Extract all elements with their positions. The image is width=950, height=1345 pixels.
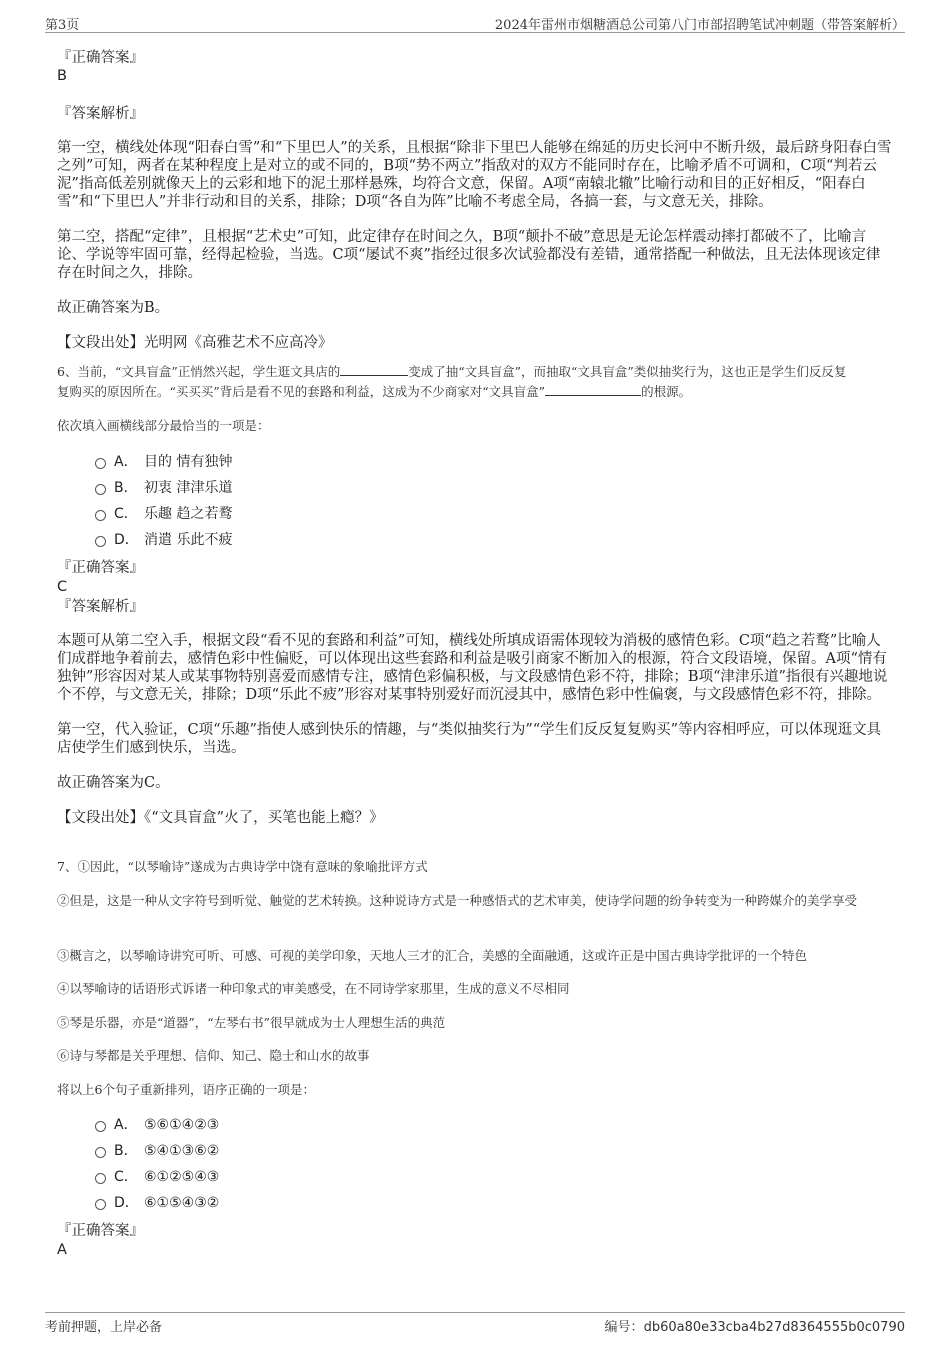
q7-option-d[interactable]: D． ⑥①⑤④③② — [95, 1194, 219, 1212]
q6-option-b[interactable]: B． 初衷 津津乐道 — [95, 479, 232, 497]
q7-sentence-6: ⑥诗与琴都是关乎理想、信仰、知己、隐士和山水的故事 — [57, 1048, 370, 1063]
q6-analysis-paragraph: 第一空，代入验证，C项“乐趣”指使人感到快乐的情趣，与“类似抽奖行为”“学生们反反复复购买”等内容相呼应，可以体现逛文具店使学生们感到快乐，当选。 — [57, 722, 882, 756]
page-number: 第3页 — [45, 18, 80, 33]
blank-line-1 — [340, 362, 408, 376]
q6-option-a[interactable]: A． 目的 情有独钟 — [95, 453, 232, 471]
q5-source: 【文段出处】光明网《高雅艺术不应高冷》 — [57, 335, 333, 351]
radio-icon[interactable] — [95, 1199, 106, 1210]
q7-sentence-5: ⑤琴是乐器，亦是“道器”，“左琴右书”很早就成为士人理想生活的典范 — [57, 1015, 446, 1030]
radio-icon[interactable] — [95, 484, 106, 495]
document-code — [605, 1316, 905, 1335]
q5-analysis-paragraph: 第一空，横线处体现“阳春白雪”和“下里巴人”的关系，且根据“除非下里巴人能够在绵延的历史长河中不断升级，最后跻身阳春白雪之列”可知，两者在某种程度上是对立的或不同的，B项“势不两立”指敌对的双方不能同时存在，比喻矛盾不可调和，C项“判若云泥”指高低差别就像天上的云彩和地下的泥土那样悬殊，均符合文意，保留。A项“南辕北辙”比喻行动和目的正好相反，“阳春白雪”和“下里巴人”并非行动和目的关系，排除；D项“各自为阵”比喻不考虑全局，各搞一套，与文意无关，排除。 — [57, 140, 892, 210]
q5-answer-label: 『正确答案』 — [57, 50, 144, 66]
q6-stem: 6、当前，“文具盲盒”正悄然兴起，学生逛文具店的 变成了抽“文具盲盒”，而抽取“文具盲盒”类似抽奖行为，这也正是学生们反反复 复购买的原因所在。“买买买”背后是看不见的套路和利益，这成为不少商家对“文具盲盒” 的根源。 — [57, 364, 847, 399]
q7-sentence-4: ④以琴喻诗的话语形式诉诸一种印象式的审美感受，在不同诗学家那里，生成的意义不尽相同 — [57, 981, 570, 996]
q7-answer-label: 『正确答案』 — [57, 1223, 144, 1239]
radio-icon[interactable] — [95, 1121, 106, 1132]
q6-option-d[interactable]: D． 消遣 乐此不疲 — [95, 531, 232, 549]
radio-icon[interactable] — [95, 1147, 106, 1158]
q6-analysis — [57, 632, 893, 844]
radio-icon[interactable] — [95, 458, 106, 469]
q6-prompt: 依次填入画横线部分最恰当的一项是： — [57, 418, 270, 433]
q6-analysis-label: 『答案解析』 — [57, 599, 144, 615]
q7-sentence-3: ③概言之，以琴喻诗讲究可听、可感、可视的美学印象，天地人三才的汇合，美感的全面融通，这或许正是中国古典诗学批评的一个特色 — [57, 948, 808, 963]
page-header — [45, 12, 905, 33]
q7-prompt: 将以上6个句子重新排列，语序正确的一项是： — [57, 1082, 315, 1097]
code-value: db60a80e33cba4b27d8364555b0c0790 — [643, 1320, 905, 1335]
q6-analysis-paragraph: 本题可从第二空入手，根据文段“看不见的套路和利益”可知，横线处所填成语需体现较为消极的感情色彩。C项“趋之若鹜”比喻人们成群地争着前去，感情色彩中性偏贬，可以体现出这些套路和利益是吸引商家不断加入的根源，符合文段语境，保留。A项“情有独钟”形容因对某人或某事物特别喜爱而感情专注，感情色彩偏积极，与文段感情色彩不符，排除；B项“津津乐道”指很有兴趣地说个不停，与文意无关，排除；D项“乐此不疲”形容对某事特别爱好而沉浸其中，感情色彩中性偏褒，与文段感情色彩不符，排除。 — [57, 633, 888, 703]
code-label: 编号： — [604, 1320, 644, 1335]
page-footer — [45, 1312, 905, 1335]
q5-analysis-label: 『答案解析』 — [57, 106, 144, 122]
footer-slogan: 考前押题，上岸必备 — [45, 1320, 163, 1335]
q7-sentence-1: 7、①因此，“以琴喻诗”遂成为古典诗学中饶有意味的象喻批评方式 — [57, 859, 428, 874]
q5-analysis-paragraph: 第二空，搭配“定律”，且根据“艺术史”可知，此定律存在时间之久，B项“颠扑不破”意思是无论怎样震动摔打都破不了，比喻言论、学说等牢固可靠，经得起检验，当选。C项“屡试不爽”指经过很多次试验都没有差错，通常搭配一种做法，且无法体现该定律存在时间之久，排除。 — [57, 229, 881, 281]
q6-answer: C — [57, 579, 68, 595]
document-title: 2024年雷州市烟糖酒总公司第八门市部招聘笔试冲刺题（带答案解析） — [494, 18, 905, 33]
radio-icon[interactable] — [95, 510, 106, 521]
q6-conclusion: 故正确答案为C。 — [57, 775, 170, 791]
q7-option-c[interactable]: C． ⑥①②⑤④③ — [95, 1168, 219, 1186]
q6-option-c[interactable]: C． 乐趣 趋之若鹜 — [95, 505, 232, 523]
q5-analysis — [57, 139, 893, 369]
blank-line-2 — [545, 382, 641, 396]
q7-option-b[interactable]: B． ⑤④①③⑥② — [95, 1142, 219, 1160]
q6-source: 【文段出处】《“文具盲盒”火了，买笔也能上瘾？》 — [57, 810, 384, 826]
q7-sentence-2: ②但是，这是一种从文字符号到听觉、触觉的艺术转换。这种说诗方式是一种感悟式的艺术审美，使诗学问题的纷争转变为一种跨媒介的美学享受 — [57, 893, 858, 908]
radio-icon[interactable] — [95, 1173, 106, 1184]
q7-option-a[interactable]: A． ⑤⑥①④②③ — [95, 1116, 219, 1134]
q7-answer: A — [57, 1242, 67, 1258]
q6-answer-label: 『正确答案』 — [57, 560, 144, 576]
q5-answer: B — [57, 68, 67, 84]
radio-icon[interactable] — [95, 536, 106, 547]
q5-conclusion: 故正确答案为B。 — [57, 300, 170, 316]
